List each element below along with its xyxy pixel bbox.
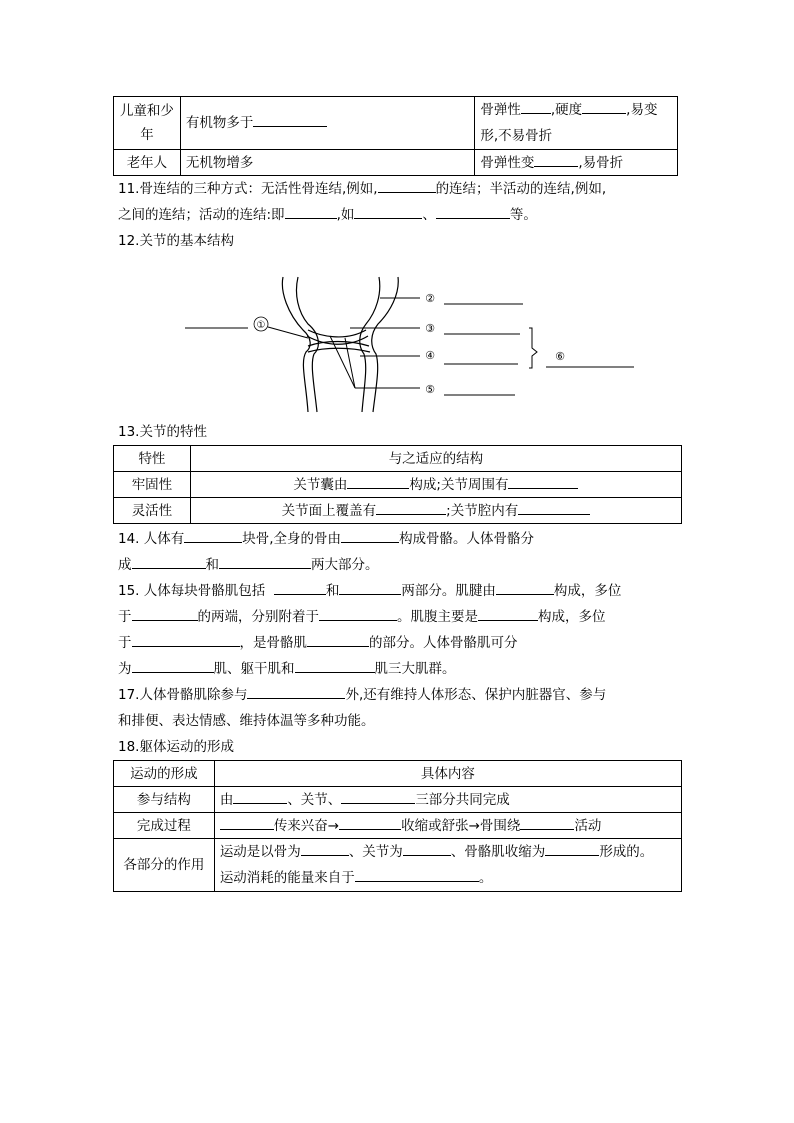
label-6: ⑥: [555, 350, 565, 363]
blank[interactable]: [132, 633, 240, 647]
label-4: ④: [425, 349, 435, 362]
blank[interactable]: [301, 842, 349, 856]
table-cell: 灵活性: [114, 498, 191, 524]
blank[interactable]: [436, 205, 510, 219]
blank[interactable]: [247, 685, 345, 699]
q15-line-1: 15. 人体每块骨骼肌包括 和 两部分。肌腱由 构成，多位: [118, 583, 622, 599]
joint-structure-diagram: [180, 272, 640, 417]
blank[interactable]: [339, 816, 401, 830]
table-cell: 参与结构: [114, 787, 215, 813]
table-row: [114, 97, 678, 150]
table-cell: 各部分的作用: [114, 839, 215, 892]
blank[interactable]: [233, 790, 287, 804]
table-header: 特性: [114, 446, 191, 472]
blank[interactable]: [132, 659, 214, 673]
q11-line-2: 之间的连结；活动的连结:即 ,如 、 等。: [118, 207, 537, 223]
blank[interactable]: [521, 100, 551, 114]
label-3: ③: [425, 322, 435, 335]
blank[interactable]: [285, 205, 337, 219]
label-2: ②: [425, 292, 435, 305]
blank[interactable]: [545, 842, 599, 856]
blank[interactable]: [341, 790, 415, 804]
table-row: [114, 498, 682, 524]
q12-title: 12.关节的基本结构: [118, 233, 234, 249]
blank[interactable]: [307, 633, 369, 647]
table-cell: 有机物多于: [180, 97, 474, 150]
table-header: 运动的形成: [114, 761, 215, 787]
table-cell: 牢固性: [114, 472, 191, 498]
movement-table: [113, 760, 682, 892]
q18-title: 18.躯体运动的形成: [118, 739, 234, 755]
pointer-5b: [345, 338, 355, 388]
table-cell: 儿童和少年: [114, 97, 181, 150]
table-cell: 老年人: [114, 150, 181, 176]
q17-line-1: 17.人体骨骼肌除参与 外,还有维持人体形态、保护内脏器官、参与: [118, 687, 607, 703]
joint-properties-table: [113, 445, 682, 524]
table-cell: 运动是以骨为 、关节为 、骨骼肌收缩为 形成的。 运动消耗的能量来自于 。: [214, 839, 681, 892]
blank[interactable]: [520, 816, 574, 830]
q15-line-4: 为 肌、躯干肌和 肌三大肌群。: [118, 661, 456, 677]
table-cell: 传来兴奋→ 收缩或舒张→骨围绕 活动: [214, 813, 681, 839]
blank[interactable]: [508, 475, 578, 489]
blank[interactable]: [132, 607, 198, 621]
label-1: ①: [256, 320, 266, 331]
blank[interactable]: [518, 501, 590, 515]
blank[interactable]: [295, 659, 375, 673]
q15-line-2: 于 的两端，分别附着于 。肌腹主要是 构成，多位: [118, 609, 606, 625]
blank[interactable]: [582, 100, 626, 114]
q11-line-1: 11.骨连结的三种方式：无活性骨连结,例如, 的连结；半活动的连结,例如,: [118, 181, 607, 197]
blank[interactable]: [219, 555, 311, 569]
table-row: [114, 150, 678, 176]
table-cell: 关节面上覆盖有 ;关节腔内有: [190, 498, 681, 524]
blank[interactable]: [220, 816, 274, 830]
q14-line-2: 成 和 两大部分。: [118, 557, 379, 573]
table-cell: 由 、关节、 三部分共同完成: [214, 787, 681, 813]
blank[interactable]: [132, 555, 206, 569]
table-row: [114, 787, 682, 813]
blank[interactable]: [534, 153, 578, 167]
blank[interactable]: [355, 868, 479, 882]
q15-line-3: 于 ，是骨骼肌 的部分。人体骨骼肌可分: [118, 635, 518, 651]
blank[interactable]: [347, 475, 409, 489]
table-cell: 骨弹性 ,硬度 ,易变形,不易骨折: [475, 97, 678, 150]
blank[interactable]: [378, 179, 436, 193]
blank[interactable]: [274, 581, 326, 595]
table-cell: 无机物增多: [180, 150, 474, 176]
blank[interactable]: [496, 581, 554, 595]
blank[interactable]: [339, 581, 401, 595]
table-header: 具体内容: [214, 761, 681, 787]
bone-age-table: [113, 96, 678, 176]
table-row: [114, 472, 682, 498]
table-row: [114, 839, 682, 892]
table-cell: 完成过程: [114, 813, 215, 839]
q14-line-1: 14. 人体有 块骨,全身的骨由 构成骨骼。人体骨骼分: [118, 531, 535, 547]
blank[interactable]: [184, 529, 242, 543]
table-header: 与之适应的结构: [190, 446, 681, 472]
table-row: [114, 446, 682, 472]
q13-title: 13.关节的特性: [118, 424, 207, 440]
table-row: [114, 813, 682, 839]
label-5: ⑤: [425, 383, 435, 396]
table-cell: 骨弹性变 ,易骨折: [475, 150, 678, 176]
blank[interactable]: [354, 205, 422, 219]
brace: [529, 328, 537, 368]
blank[interactable]: [341, 529, 399, 543]
right-bone-inner: [372, 277, 399, 412]
blank[interactable]: [478, 607, 538, 621]
blank[interactable]: [319, 607, 397, 621]
table-row: [114, 761, 682, 787]
q17-line-2: 和排便、表达情感、维持体温等多种功能。: [118, 713, 375, 729]
table-cell: 关节囊由 构成;关节周围有: [190, 472, 681, 498]
blank[interactable]: [253, 113, 327, 127]
blank[interactable]: [376, 501, 446, 515]
blank[interactable]: [403, 842, 451, 856]
